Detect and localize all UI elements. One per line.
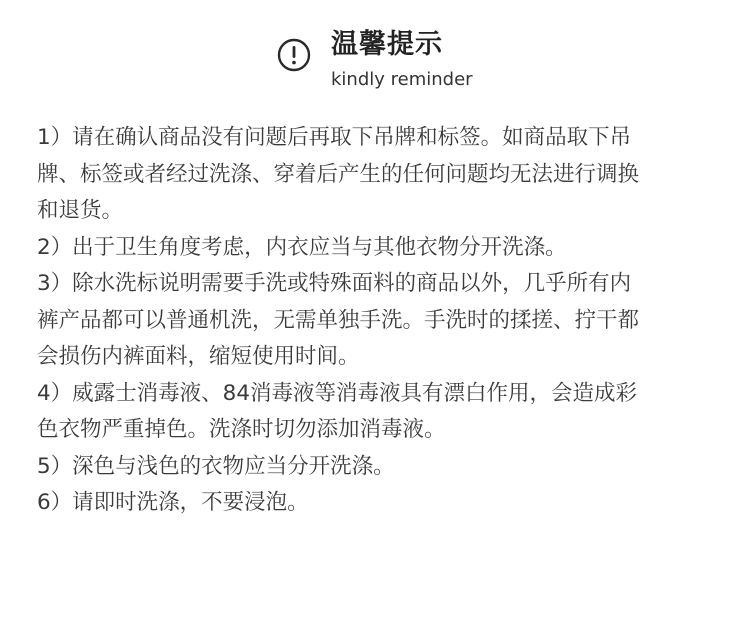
- page-subtitle: kindly reminder: [331, 69, 473, 90]
- text-line: 1）请在确认商品没有问题后再取下吊牌和标签。如商品取下吊: [37, 125, 632, 150]
- header: [0, 26, 750, 96]
- text-line: 5）深色与浅色的衣物应当分开洗涤。: [37, 453, 395, 479]
- text-line: 4）威露士消毒液、84消毒液等消毒液具有漂白作用，会造成彩: [37, 380, 638, 406]
- page-title: 温馨提示: [331, 29, 443, 60]
- text-line: 牌、标签或者经过洗涤、穿着后产生的任何问题均无法进行调换: [37, 161, 640, 187]
- text-line: 3）除水洗标说明需要手洗或特殊面料的商品以外，几乎所有内: [37, 271, 632, 296]
- text-line: 2）出于卫生角度考虑，内衣应当与其他衣物分开洗涤。: [37, 234, 567, 260]
- exclamation-circle-icon: [277, 38, 311, 72]
- text-line: 会损伤内裤面料，缩短使用时间。: [37, 344, 360, 369]
- text-line: 裤产品都可以普通机洗，无需单独手洗。手洗时的揉搓、拧干都: [37, 307, 640, 333]
- reminder-text: [37, 120, 717, 522]
- text-line: 6）请即时洗涤，不要浸泡。: [37, 490, 309, 515]
- text-line: 和退货。: [37, 198, 124, 223]
- text-line: 色衣物严重掉色。洗涤时切勿添加消毒液。: [37, 417, 446, 442]
